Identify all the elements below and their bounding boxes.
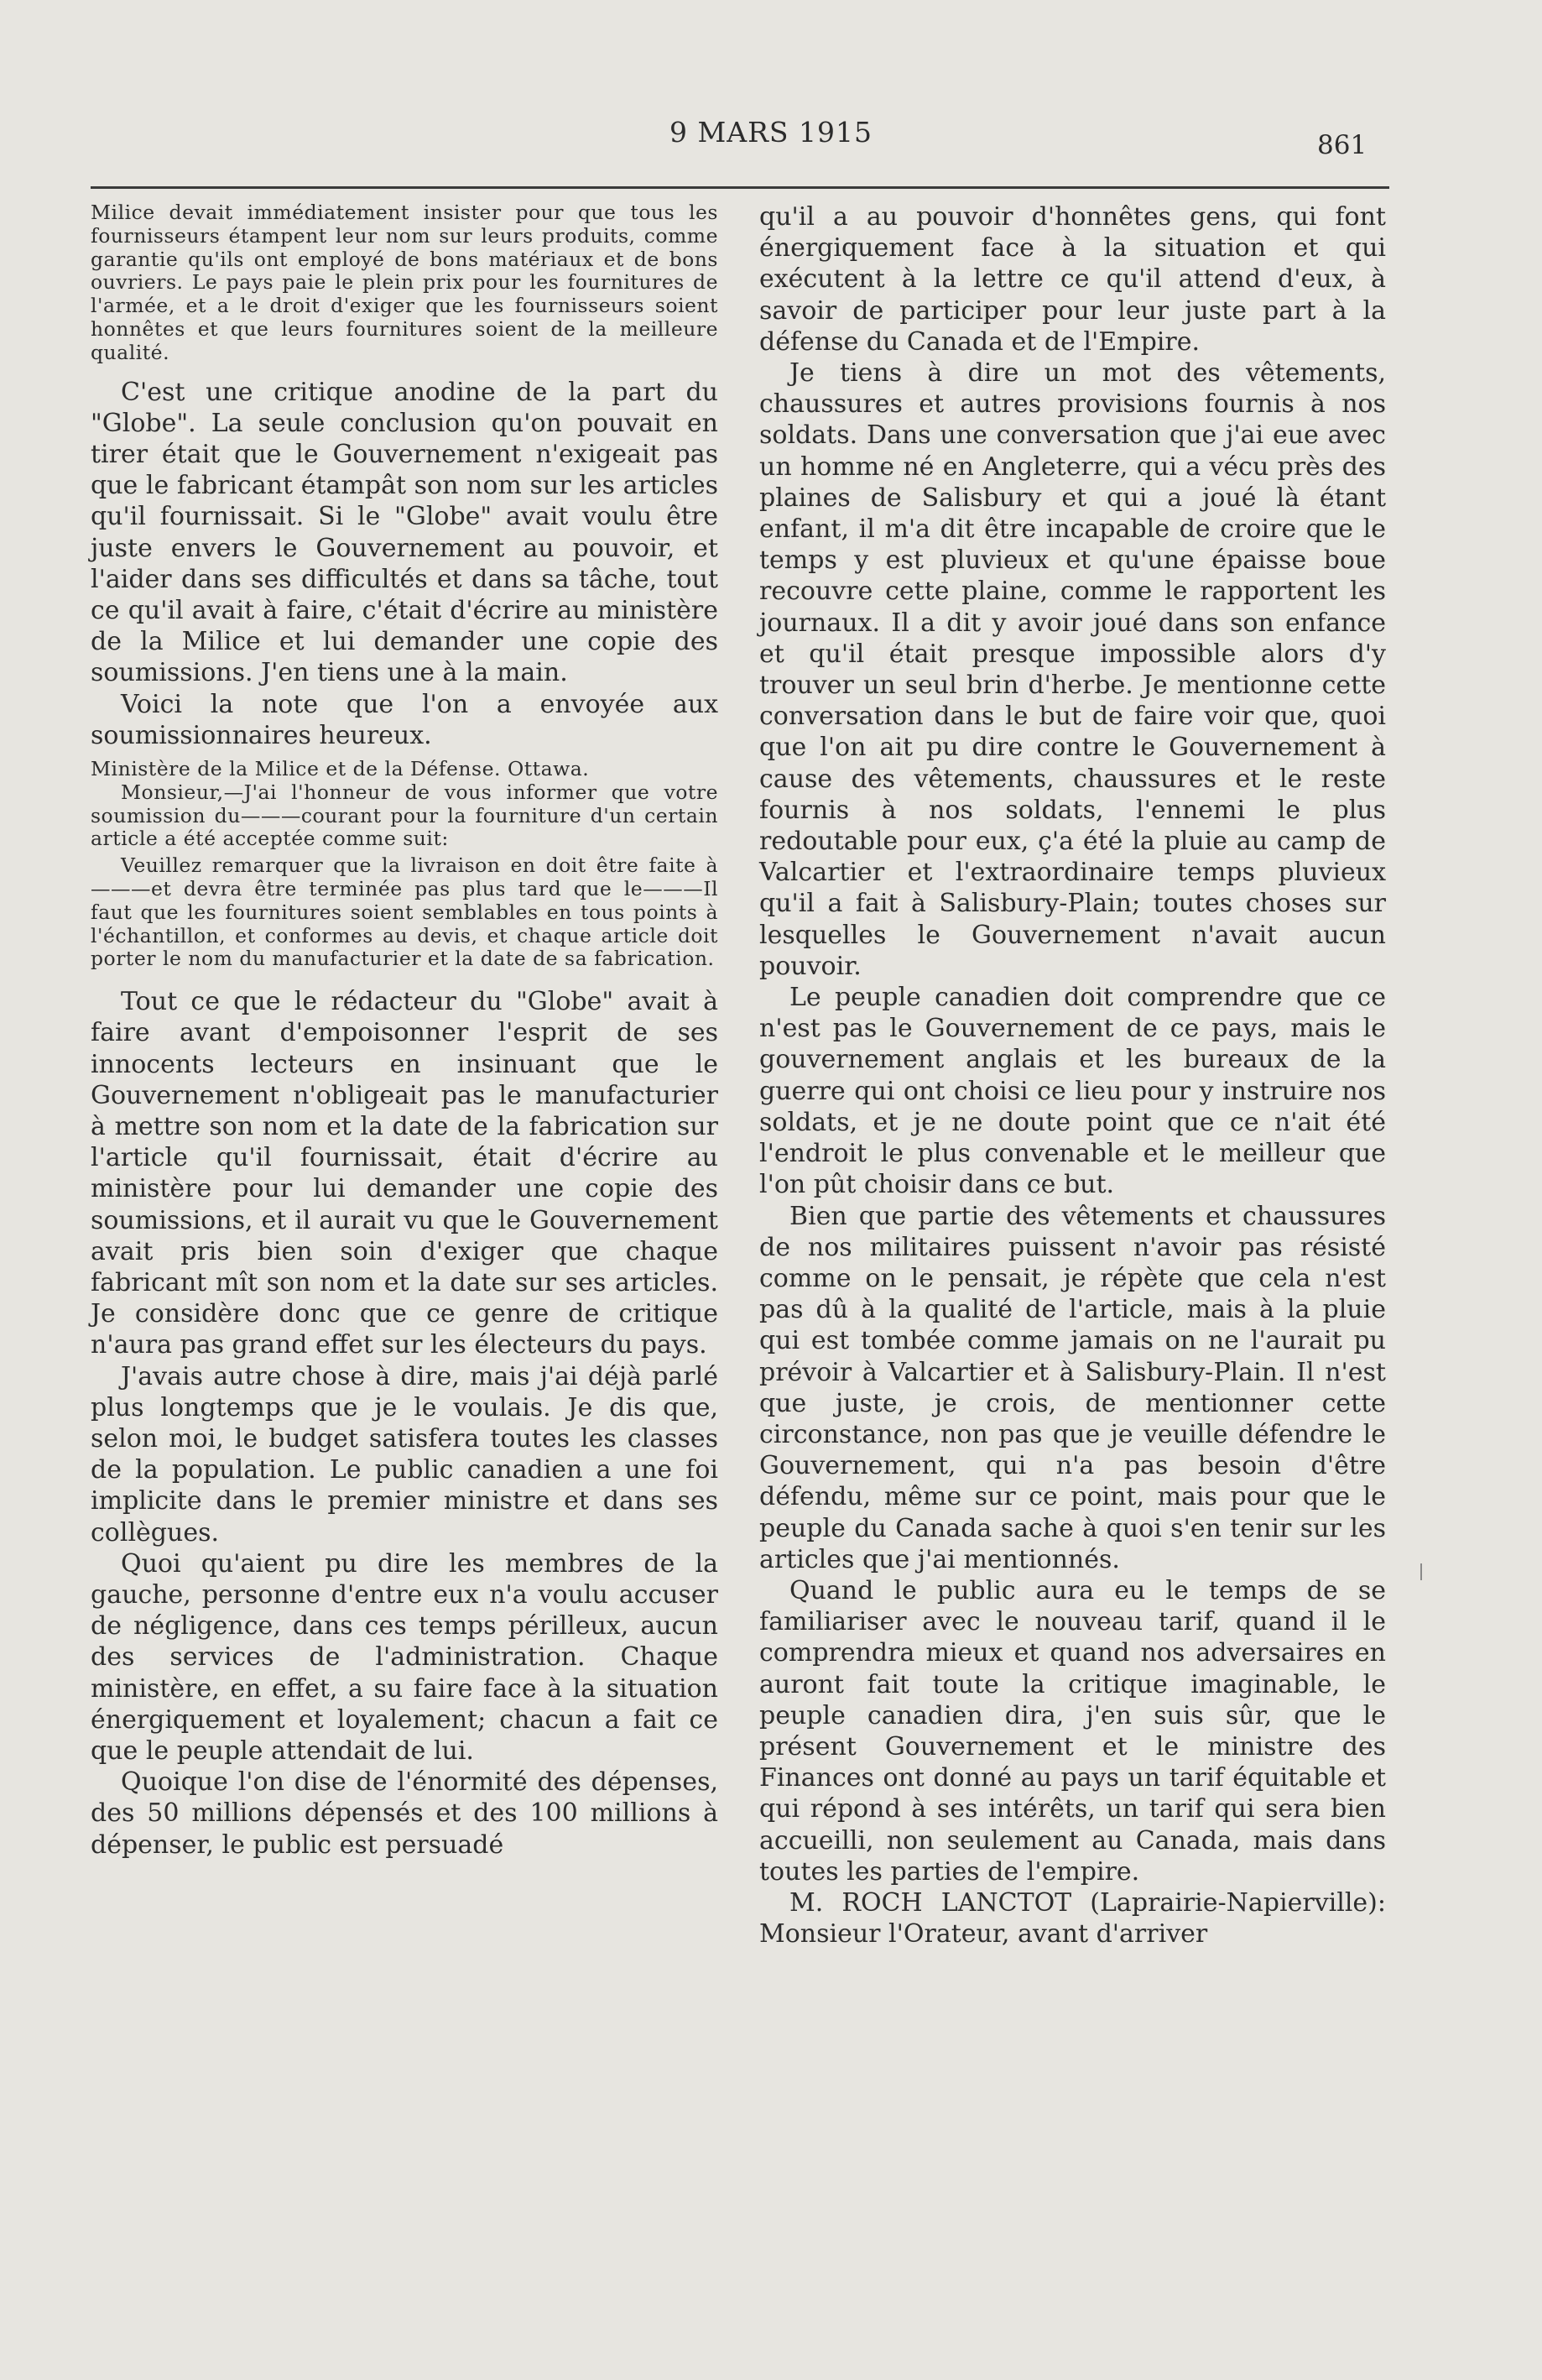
paragraph: J'avais autre chose à dire, mais j'ai déjà parlé plus longtemps que je le voulais. Je dis que, selon moi, le budget satisfera toutes les classes de la population. Le public canadien a une foi implicite dans le premier ministre et dans ses collègues. [91,1361,718,1548]
header-rule [91,186,1389,189]
letter-heading: Ministère de la Milice et de la Défense. Ottawa. [91,757,590,781]
paragraph: Quand le public aura eu le temps de se familiariser avec le nouveau tarif, quand il le comprendra mieux et quand nos adversaires en auront fait toute la critique imaginable, le peuple canadien dira, j'en suis sûr, que le présent Gouvernement et le ministre des Finances ont donné au pays un tarif équitable et qui répond à ses intérêts, un tarif qui sera bien accueilli, non seulement au Canada, mais dans toutes les parties de l'empire. [759,1575,1386,1887]
paragraph: C'est une critique anodine de la part du "Globe". La seule conclusion qu'on pouvait en tirer était que le Gouvernement n'exigeait pas que le fabricant étampât son nom sur les articles qu'il fournissait. Si le "Globe" avait voulu être juste envers le Gouvernement au pouvoir, et l'aider dans ses difficultés et dans sa tâche, tout ce qu'il avait à faire, c'était d'écrire au ministère de la Milice et lui demander une copie des soumissions. J'en tiens une à la main. [91,377,718,688]
margin-mark [1420,1563,1422,1580]
speaker-paragraph: M. ROCH LANCTOT (Laprairie-Napierville): Monsieur l'Orateur, avant d'arriver [759,1887,1386,1949]
paragraph: Quoi qu'aient pu dire les membres de la gauche, personne d'entre eux n'a voulu accuser de négligence, dans ces temps périlleux, aucun des services de l'administration. Chaque ministère, en effet, a su faire face à la situation énergiquement et loyalement; chacun a fait ce que le peuple attendait de lui. [91,1548,718,1767]
paragraph: Le peuple canadien doit comprendre que ce n'est pas le Gouvernement de ce pays, mais le gouvernement anglais et les bureaux de la guerre qui ont choisi ce lieu pour y instruire nos soldats, et je ne doute point que ce n'ait été l'endroit le plus convenable et le meilleur que l'on pût choisir dans ce but. [759,983,1386,1200]
letter-paragraph: Monsieur,—J'ai l'honneur de vous informer que votre soumission du———courant pour la fourniture d'un certain article a été acceptée comme suit: [91,780,718,851]
paragraph: Voici la note que l'on a envoyée aux soumissionnaires heureux. [91,689,718,750]
page-header-date: 9 MARS 1915 [669,116,873,149]
left-column [91,201,718,1861]
paragraph: qu'il a au pouvoir d'honnêtes gens, qui font énergiquement face à la situation et qui exécutent à la lettre ce qu'il attend d'eux, à savoir de participer pour leur juste part à la défense du Canada et de l'Empire. [759,202,1386,357]
paragraph: Milice devait immédiatement insister pour que tous les fournisseurs étampent leur nom sur leurs produits, comme garantie qu'ils ont employé de bons matériaux et de bons ouvriers. Le pays paie le plein prix pour les fournitures de l'armée, et a le droit d'exiger que les fournisseurs soient honnêtes et que leurs fournitures soient de la meilleure qualité. [91,201,718,364]
paragraph: Quoique l'on dise de l'énormité des dépenses, des 50 millions dépensés et des 100 millions à dépenser, le public est persuadé [91,1767,718,1860]
paragraph: Tout ce que le rédacteur du "Globe" avait à faire avant d'empoisonner l'esprit de ses innocents lecteurs en insinuant que le Gouvernement n'obligeait pas le manufacturier à mettre son nom et la date de la fabrication sur l'article qu'il fournissait, était d'écrire au ministère pour lui demander une copie des soumissions, et il aurait vu que le Gouvernement avait pris bien soin d'exiger que chaque fabricant mît son nom et la date sur ses articles. Je considère donc que ce genre de critique n'aura pas grand effet sur les électeurs du pays. [91,987,718,1360]
paragraph: Bien que partie des vêtements et chaussures de nos militaires puissent n'avoir pas résisté comme on le pensait, je répète que cela n'est pas dû à la qualité de l'article, mais à la pluie qui est tombée comme jamais on ne l'aurait pu prévoir à Valcartier et à Salisbury-Plain. Il n'est que juste, je crois, de mentionner cette circonstance, non pas que je veuille défendre le Gouvernement, qui n'a pas besoin d'être défendu, même sur ce point, mais pour que le peuple du Canada sache à quoi s'en tenir sur les articles que j'ai mentionnés. [759,1201,1386,1574]
letter-paragraph: Veuillez remarquer que la livraison en doit être faite à———et devra être terminée pas plus tard que le———Il faut que les fournitures soient semblables en tous points à l'échantillon, et conformes au devis, et chaque article doit porter le nom du manufacturier et la date de sa fabrication. [91,853,718,971]
right-column [759,201,1386,1949]
page-number: 861 [1317,130,1367,160]
paragraph: Je tiens à dire un mot des vêtements, chaussures et autres provisions fournis à nos soldats. Dans une conversation que j'ai eue avec un homme né en Angleterre, qui a vécu près des plaines de Salisbury et qui a joué là étant enfant, il m'a dit être incapable de croire que le temps y est pluvieux et qu'une épaisse boue recouvre cette plaine, comme le rapportent les journaux. Il a dit y avoir joué dans son enfance et qu'il était presque impossible alors d'y trouver un seul brin d'herbe. Je mentionne cette conversation dans le but de faire voir que, quoi que l'on ait pu dire contre le Gouvernement à cause des vêtements, chaussures et le reste fournis à nos soldats, l'ennemi le plus redoutable pour eux, ç'a été la pluie au camp de Valcartier et l'extraordinaire temps pluvieux qu'il a fait à Salisbury-Plain; toutes choses sur lesquelles le Gouvernement n'avait aucun pouvoir. [759,358,1386,981]
